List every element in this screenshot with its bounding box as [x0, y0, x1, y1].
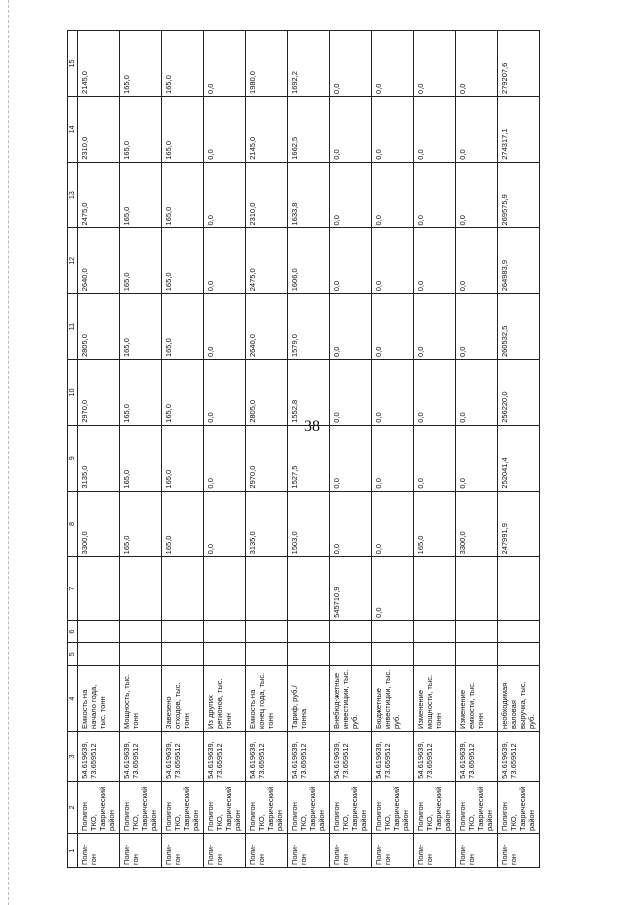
table-cell: 0,0 [414, 360, 456, 426]
table-cell: 0,0 [330, 294, 372, 360]
table-cell: Полигон ТКО, Тавричеcкий район [204, 781, 246, 833]
table-cell: 0,0 [372, 294, 414, 360]
table-cell: 0,0 [414, 294, 456, 360]
table-cell: 54.619639, 73.659512 [372, 731, 414, 781]
table-cell: Поли-гон [414, 833, 456, 867]
table-cell: 0,0 [204, 491, 246, 557]
table-cell: Полигон ТКО, Тавричеcкий район [498, 781, 540, 833]
table-cell [120, 643, 162, 666]
table-cell [456, 620, 498, 643]
table-cell: 0,0 [330, 162, 372, 228]
table-cell: 1662,5 [288, 96, 330, 162]
table-cell: Бюджетные инвестиции, тыс. руб. [372, 666, 414, 732]
column-number-cell: 1 [68, 833, 78, 867]
table-cell: необходимая валовая выручка, тыс. руб. [498, 666, 540, 732]
table-row [204, 31, 246, 868]
table-cell: 0,0 [204, 360, 246, 426]
table-cell [204, 620, 246, 643]
table-cell: 54.619639, 73.659512 [162, 731, 204, 781]
table-row [414, 31, 456, 868]
table-cell: 1692,2 [288, 31, 330, 97]
table-cell: Поли-гон [78, 833, 120, 867]
table-cell: 54.619639, 73.659512 [456, 731, 498, 781]
table-cell: 0,0 [414, 162, 456, 228]
table-cell: 2475,0 [246, 228, 288, 294]
column-number-cell: 8 [68, 491, 78, 557]
table-cell [498, 620, 540, 643]
table-cell: Завезено отходов, тыс. тонн [162, 666, 204, 732]
table-cell: 0,0 [456, 425, 498, 491]
column-number-cell: 11 [68, 294, 78, 360]
table-cell: 1579,0 [288, 294, 330, 360]
table-cell: 2475,0 [78, 162, 120, 228]
table-cell: 165,0 [120, 491, 162, 557]
table-cell: 0,0 [372, 228, 414, 294]
table-cell [414, 620, 456, 643]
page-number: 38 [304, 418, 320, 435]
table-cell: Внебюд-жетные инвестиции, тыс. руб. [330, 666, 372, 732]
table-cell: 0,0 [372, 96, 414, 162]
data-table [67, 30, 540, 868]
table-cell: 2145,0 [246, 96, 288, 162]
table-cell: 0,0 [204, 96, 246, 162]
table-row [162, 31, 204, 868]
table-cell: 2970,0 [246, 425, 288, 491]
table-cell: Поли-гон [288, 833, 330, 867]
table-cell: 0,0 [414, 31, 456, 97]
table-cell: 1606,0 [288, 228, 330, 294]
table-cell: 279207,6 [498, 31, 540, 97]
table-cell: 269575,9 [498, 162, 540, 228]
column-number-cell: 15 [68, 31, 78, 97]
table-cell: 0,0 [204, 294, 246, 360]
table-cell: 0,0 [372, 162, 414, 228]
table-cell: 165,0 [120, 360, 162, 426]
table-cell: 0,0 [456, 96, 498, 162]
table-cell: Полигон ТКО, Тавричеcкий район [414, 781, 456, 833]
table-cell: 1633,8 [288, 162, 330, 228]
table-cell: 54.619639, 73.659512 [330, 731, 372, 781]
column-number-cell: 6 [68, 620, 78, 643]
table-cell: 256220,0 [498, 360, 540, 426]
table-cell: 545710,9 [330, 557, 372, 621]
table-cell: 54.619639, 73.659512 [288, 731, 330, 781]
table-cell: 54.619639, 73.659512 [414, 731, 456, 781]
table-row [498, 31, 540, 868]
table-cell [162, 643, 204, 666]
table-cell: 0,0 [414, 96, 456, 162]
table-cell: 165,0 [120, 228, 162, 294]
table-cell: 0,0 [456, 294, 498, 360]
table-cell: Тариф, руб./тонна [288, 666, 330, 732]
table-cell [120, 557, 162, 621]
table-cell: 3300,0 [456, 491, 498, 557]
table-cell: Полигон ТКО, Тавричеcкий район [456, 781, 498, 833]
table-cell: 165,0 [162, 360, 204, 426]
table-cell: 165,0 [162, 294, 204, 360]
table-cell: Полигон ТКО, Тавричеcкий район [78, 781, 120, 833]
table-cell: 0,0 [372, 31, 414, 97]
table-cell: 1503,0 [288, 491, 330, 557]
column-number-cell: 9 [68, 425, 78, 491]
table-cell: 165,0 [120, 162, 162, 228]
column-number-cell: 10 [68, 360, 78, 426]
table-cell [372, 643, 414, 666]
table-cell: 54.619639, 73.659512 [120, 731, 162, 781]
table-cell [330, 620, 372, 643]
table-cell: 274317,1 [498, 96, 540, 162]
table-cell: 0,0 [330, 96, 372, 162]
table-cell: 252041,4 [498, 425, 540, 491]
table-cell: 0,0 [372, 360, 414, 426]
table-cell: 3300,0 [78, 491, 120, 557]
table-cell: 165,0 [120, 425, 162, 491]
table-cell [498, 643, 540, 666]
table-cell [456, 557, 498, 621]
table-cell: 165,0 [162, 228, 204, 294]
table-cell [78, 557, 120, 621]
table-cell [288, 620, 330, 643]
rotated-table-container [67, 30, 566, 868]
table-cell [162, 557, 204, 621]
table-row [288, 31, 330, 868]
table-cell [246, 557, 288, 621]
table-row [120, 31, 162, 868]
table-cell: 247991,9 [498, 491, 540, 557]
table-cell: 3135,0 [78, 425, 120, 491]
table-cell: Из других регионов, тыс. тонн [204, 666, 246, 732]
table-cell [246, 643, 288, 666]
column-number-row [68, 31, 78, 868]
table-frame [67, 30, 566, 868]
column-number-cell: 7 [68, 557, 78, 621]
table-cell: 2640,0 [246, 294, 288, 360]
table-cell [288, 643, 330, 666]
table-cell: Поли-гон [498, 833, 540, 867]
table-cell: Полигон ТКО, Тавричеcкий район [120, 781, 162, 833]
table-cell: Поли-гон [246, 833, 288, 867]
table-cell: 165,0 [120, 31, 162, 97]
table-cell: 54.619639, 73.659512 [204, 731, 246, 781]
table-cell: 54.619639, 73.659512 [246, 731, 288, 781]
table-cell [120, 620, 162, 643]
table-cell: 165,0 [162, 491, 204, 557]
table-cell: Поли-гон [120, 833, 162, 867]
table-cell: Полигон ТКО, Тавричеcкий район [330, 781, 372, 833]
table-cell: Мощность, тыс. тонн [120, 666, 162, 732]
table-cell [162, 620, 204, 643]
table-cell [498, 557, 540, 621]
table-cell: 165,0 [162, 162, 204, 228]
table-cell: 0,0 [372, 491, 414, 557]
table-cell: 54.619639, 73.659512 [78, 731, 120, 781]
table-cell: Емкость на начало года, тыс. тонн [78, 666, 120, 732]
table-cell [78, 643, 120, 666]
table-cell: 0,0 [456, 162, 498, 228]
table-cell [414, 557, 456, 621]
table-cell: 2145,0 [78, 31, 120, 97]
table-cell: 2310,0 [78, 96, 120, 162]
table-row [330, 31, 372, 868]
table-cell: 0,0 [330, 228, 372, 294]
table-cell: 0,0 [204, 31, 246, 97]
column-number-cell: 2 [68, 781, 78, 833]
table-cell: 0,0 [330, 31, 372, 97]
table-cell: 165,0 [162, 96, 204, 162]
table-cell: 0,0 [456, 228, 498, 294]
table-cell [288, 557, 330, 621]
table-cell: 1552,8 [288, 360, 330, 426]
table-cell: 2310,0 [246, 162, 288, 228]
table-cell: 260532,5 [498, 294, 540, 360]
table-cell: 0,0 [456, 360, 498, 426]
table-cell: 2970,0 [78, 360, 120, 426]
table-cell: Полигон ТКО, Тавричеcкий район [288, 781, 330, 833]
table-cell [456, 643, 498, 666]
table-cell [414, 643, 456, 666]
table-row [78, 31, 120, 868]
table-row [372, 31, 414, 868]
table-cell: 2805,0 [78, 294, 120, 360]
table-cell: Емкость на конец года, тыс. тонн [246, 666, 288, 732]
table-cell: 0,0 [204, 228, 246, 294]
table-cell: 165,0 [162, 425, 204, 491]
table-cell: 0,0 [414, 425, 456, 491]
table-row [246, 31, 288, 868]
table-cell: 0,0 [330, 491, 372, 557]
table-cell: 2640,0 [78, 228, 120, 294]
table-cell: 3135,0 [246, 491, 288, 557]
table-cell: 1527,5 [288, 425, 330, 491]
table-cell: 264983,9 [498, 228, 540, 294]
column-number-cell: 13 [68, 162, 78, 228]
table-cell: 0,0 [204, 162, 246, 228]
table-cell: Полигон ТКО, Тавричеcкий район [246, 781, 288, 833]
table-cell: 0,0 [204, 425, 246, 491]
table-cell [246, 620, 288, 643]
table-cell [78, 620, 120, 643]
table-cell [204, 557, 246, 621]
column-number-cell: 5 [68, 643, 78, 666]
table-cell: Изменение мощности, тыс. тонн [414, 666, 456, 732]
table-cell: Поли-гон [456, 833, 498, 867]
table-cell: 165,0 [414, 491, 456, 557]
table-cell: 54.619639, 73.659512 [498, 731, 540, 781]
table-row [456, 31, 498, 868]
table-cell: 1980,0 [246, 31, 288, 97]
column-number-cell: 12 [68, 228, 78, 294]
table-cell: Полигон ТКО, Тавричеcкий район [162, 781, 204, 833]
table-cell: Поли-гон [204, 833, 246, 867]
table-cell: Поли-гон [330, 833, 372, 867]
column-number-cell: 4 [68, 666, 78, 732]
table-cell: 165,0 [162, 31, 204, 97]
table-cell: 0,0 [330, 360, 372, 426]
table-cell: Поли-гон [372, 833, 414, 867]
column-number-cell: 14 [68, 96, 78, 162]
table-cell: 2805,0 [246, 360, 288, 426]
table-cell: 165,0 [120, 294, 162, 360]
table-cell: 0,0 [330, 425, 372, 491]
table-cell [372, 620, 414, 643]
table-cell: Изменение емкости, тыс. тонн [456, 666, 498, 732]
table-cell: 0,0 [414, 228, 456, 294]
table-cell [204, 643, 246, 666]
table-cell: 0,0 [372, 557, 414, 621]
table-cell [330, 643, 372, 666]
table-cell: 0,0 [456, 31, 498, 97]
table-cell: Полигон ТКО, Тавричеcкий район [372, 781, 414, 833]
column-number-cell: 3 [68, 731, 78, 781]
table-cell: Поли-гон [162, 833, 204, 867]
table-cell: 0,0 [372, 425, 414, 491]
page-margin-line [8, 0, 10, 905]
table-cell: 165,0 [120, 96, 162, 162]
